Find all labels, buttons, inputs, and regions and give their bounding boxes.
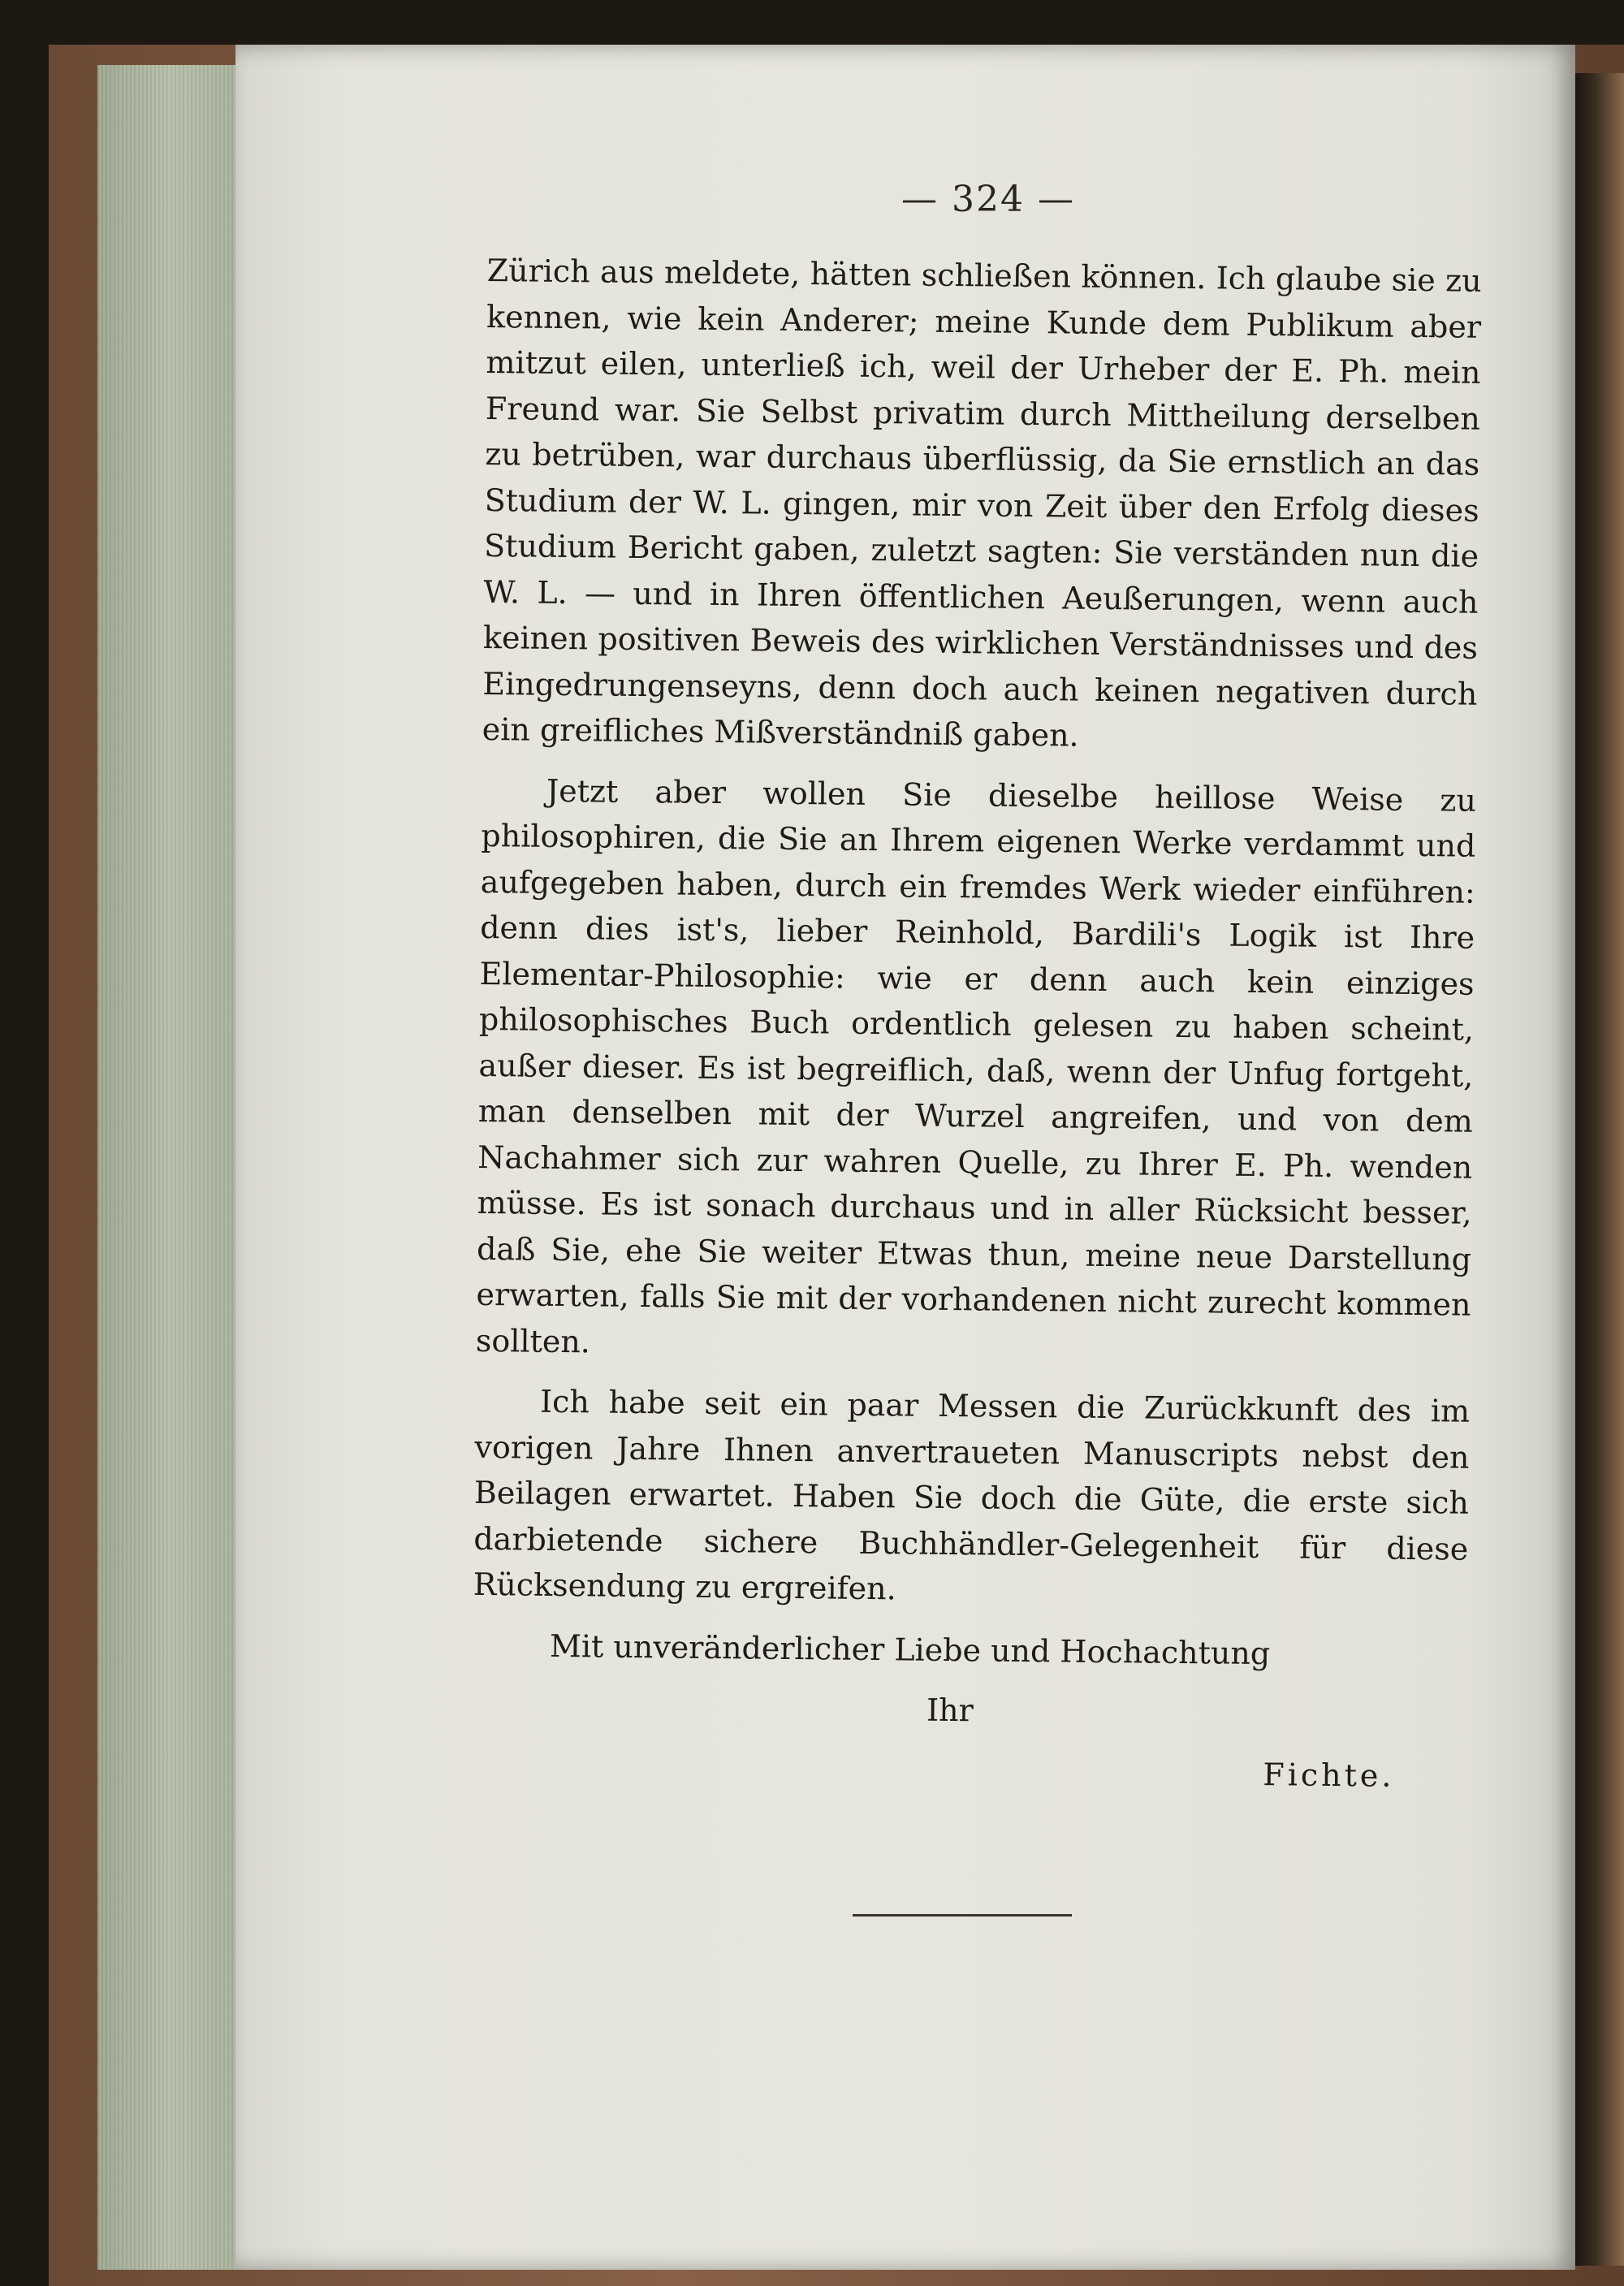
letter-body <box>471 248 1482 1800</box>
signature-ihr: Ihr <box>926 1692 974 1729</box>
paragraph-1: Zürich aus meldete, hätten schließen können. Ich glaube sie zu kennen, wie kein Anderer; meine Kunde dem Publikum aber mitzut eilen, unterließ ich, weil der Urheber der E. Ph. mein Freund war. Sie Selbst privatim durch Mittheilung derselben zu betrüben, war durchaus überflüssig, da Sie ernstlich an das Studium der W. L. gingen, mir von Zeit über den Erfolg dieses Studium Bericht gaben, zuletzt sagten: Sie verständen nun die W. L. — und in Ihren öffentlichen Aeußerungen, wenn auch keinen positiven Beweis des wirklichen Verständnisses und des Eingedrungenseyns, denn doch auch keinen negativen durch ein greifliches Mißverständniß gaben. <box>482 252 1482 754</box>
signature-name: Fichte. <box>1263 1756 1395 1794</box>
page-number: — 324 — <box>901 179 1075 220</box>
paragraph-3: Ich habe seit ein paar Messen die Zurückkunft des im vorigen Jahre Ihnen anvertraueten Manuscripts nebst den Beilagen erwartet. Haben Sie doch die Güte, die erste sich darbietende sichere Buchhändler-Gelegenheit für diese Rücksendung zu ergreifen. <box>473 1383 1471 1607</box>
paragraph-2: Jetzt aber wollen Sie dieselbe heillose Weise zu philosophiren, die Sie an Ihrem eigenen Werke verdammt und aufgegeben haben, durch ein fremdes Werk wieder einführen: denn dies ist's, lieber Reinhold, Bardili's Logik ist Ihre Elementar-Philosophie: wie er denn auch kein einziges philosophisches Buch ordentlich gelesen zu haben scheint, außer dieser. Es ist begreiflich, daß, wenn der Unfug fortgeht, man denselben mit der Wurzel angreifen, und von dem Nachahmer sich zur wahren Quelle, zu Ihrer E. Ph. wenden müsse. Es ist sonach durchaus und in aller Rücksicht besser, daß Sie, ehe Sie weiter Etwas thun, meine neue Darstellung erwarten, falls Sie mit der vorhandenen nicht zurecht kommen sollten. <box>475 772 1477 1359</box>
closing-line: Mit unveränderlicher Liebe und Hochachtung <box>549 1627 1271 1671</box>
closing-rule <box>853 1914 1072 1917</box>
opposite-page-edge <box>1575 73 1624 2266</box>
